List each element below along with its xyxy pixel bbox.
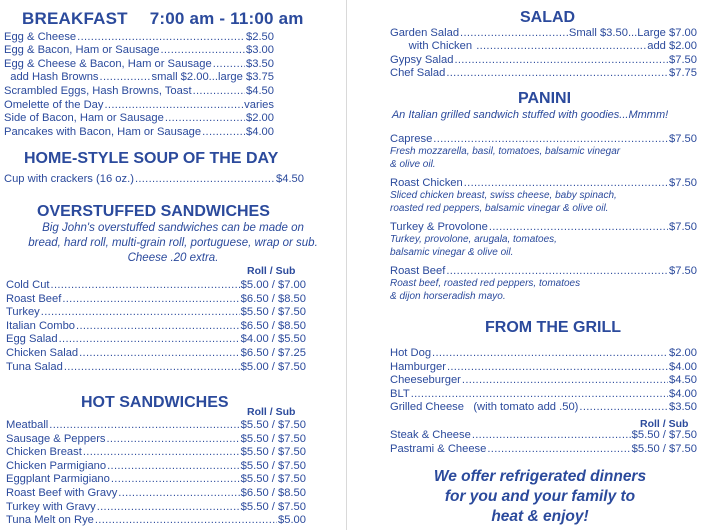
- menu-item-price: $5.50 / $7.50: [240, 432, 306, 445]
- menu-item: [390, 388, 697, 401]
- menu-item: [4, 173, 304, 186]
- left-column: [0, 0, 346, 530]
- menu-item-name: Meatball: [6, 419, 49, 431]
- menu-item-price: $4.50: [246, 84, 274, 97]
- dot-leader: [135, 173, 275, 186]
- menu-item: [6, 419, 306, 432]
- menu-item-price: $5.00 / $7.50: [240, 360, 306, 373]
- menu-item-name: Chicken Salad: [6, 347, 79, 359]
- dot-leader: [454, 54, 668, 67]
- dot-leader: [62, 293, 239, 306]
- menu-item: [390, 361, 697, 374]
- menu-item-name: Turkey: [6, 306, 40, 319]
- menu-item: [390, 347, 697, 360]
- menu-item: [6, 433, 306, 446]
- dot-leader: [462, 374, 668, 387]
- dot-leader: [105, 99, 244, 112]
- dot-leader: [100, 71, 151, 84]
- menu-item-price: $2.50: [246, 30, 274, 43]
- menu-item-name: Cheeseburger: [390, 374, 461, 387]
- menu-item-name: Chicken Breast: [6, 446, 82, 459]
- menu-item-name: Steak & Cheese: [390, 429, 471, 441]
- menu-item: [6, 279, 306, 292]
- menu-item-price: $4.50: [276, 173, 304, 185]
- menu-item-price: $6.50 / $8.50: [240, 292, 306, 305]
- menu-item-description: Sliced chicken breast, swiss cheese, baby spinach, roasted red peppers, balsamic vinegar & olive oil.: [390, 190, 617, 214]
- menu-item-name: Egg & Cheese: [4, 30, 77, 43]
- menu-item-price: $5.00 / $7.00: [240, 279, 306, 291]
- menu-item: [6, 460, 306, 473]
- menu-item-price: $7.75: [669, 67, 697, 80]
- dot-leader: [464, 177, 668, 190]
- menu-item: [6, 361, 306, 374]
- menu-item-price: $6.50 / $8.50: [240, 319, 306, 332]
- dot-leader: [202, 126, 245, 139]
- dot-leader: [107, 433, 240, 446]
- dot-leader: [64, 361, 240, 374]
- menu-item: [390, 40, 697, 53]
- menu-item: [6, 293, 306, 306]
- menu-item-name: Garden Salad: [390, 26, 460, 39]
- menu-item: [4, 99, 274, 112]
- menu-item: [390, 27, 697, 40]
- menu-item: [6, 501, 306, 514]
- menu-item-name: Chef Salad: [390, 67, 446, 80]
- dot-leader: [447, 361, 668, 374]
- menu-item-price: $2.00: [669, 347, 697, 359]
- menu-item-name: Roast Beef: [390, 265, 446, 277]
- menu-item-name: Hamburger: [390, 360, 446, 373]
- dot-leader: [446, 265, 668, 278]
- menu-item-name: Scrambled Eggs, Hash Browns, Toast: [4, 84, 192, 97]
- menu-item: [390, 54, 697, 67]
- menu-item-description: Roast beef, roasted red peppers, tomatoes & dijon horseradish mayo.: [390, 278, 581, 302]
- menu-item: [4, 44, 274, 57]
- menu-item-name: Egg Salad: [6, 333, 58, 346]
- menu-item-name: add Hash Browns: [4, 71, 99, 84]
- menu-item-price: $6.50 / $7.25: [240, 347, 306, 359]
- menu-item-name: Grilled Cheese (with tomato add .50): [390, 401, 579, 414]
- dot-leader: [95, 514, 277, 527]
- menu-item-name: Chicken Parmigiano: [6, 459, 107, 472]
- menu-item: [4, 85, 274, 98]
- sandwiches-subtitle: Big John's overstuffed sandwiches can be made on bread, hard roll, multi-grain roll, portuguese, wrap or sub. Cheese .20 extra.: [28, 222, 318, 264]
- menu-item-name: Sausage & Peppers: [6, 432, 106, 445]
- right-column: [350, 0, 702, 530]
- menu-item-name: Roast Beef: [6, 292, 62, 305]
- dot-leader: [213, 58, 245, 71]
- menu-item-price: $7.50: [669, 133, 697, 145]
- dot-leader: [193, 85, 245, 98]
- menu-item-price: $5.50 / $7.50: [631, 442, 697, 455]
- menu-item: [6, 487, 306, 500]
- promo-message: We offer refrigerated dinners for you and your family to heat & enjoy!: [433, 468, 647, 525]
- menu-item-name: Tuna Melt on Rye: [6, 514, 94, 527]
- menu-item-price: $7.50: [669, 265, 697, 277]
- dot-leader: [165, 112, 245, 125]
- menu-item-price: $7.50: [669, 53, 697, 66]
- column-divider: [346, 0, 347, 530]
- grill-heading: FROM THE GRILL: [485, 319, 621, 336]
- dot-leader: [97, 501, 240, 514]
- dot-leader: [51, 279, 240, 292]
- menu-item-price: $7.50: [669, 221, 697, 233]
- menu-item: [6, 446, 306, 459]
- menu-item: [390, 443, 697, 456]
- dot-leader: [76, 320, 240, 333]
- menu-item-price: $4.00: [669, 360, 697, 373]
- menu-item-price: $5.50 / $7.50: [240, 306, 306, 319]
- menu-item: [390, 374, 697, 387]
- soup-heading: HOME-STYLE SOUP OF THE DAY: [24, 150, 279, 167]
- dot-leader: [489, 221, 668, 234]
- menu-item: [390, 429, 697, 442]
- panini-subtitle: An Italian grilled sandwich stuffed with goodies...Mmmm!: [391, 109, 669, 121]
- menu-item: [4, 58, 274, 71]
- menu-item-price: $5.50 / $7.50: [240, 446, 306, 459]
- menu-item-price: $2.00: [246, 112, 274, 125]
- dot-leader: [433, 133, 668, 146]
- menu-item-price: $4.00: [246, 125, 274, 138]
- hot-roll-sub-label: Roll / Sub: [247, 406, 296, 418]
- panini-heading: PANINI: [518, 90, 572, 107]
- menu-item: [6, 333, 306, 346]
- menu-item-price: $7.50: [669, 177, 697, 189]
- dot-leader: [432, 347, 668, 360]
- menu-item-price: Small $3.50...Large $7.00: [568, 26, 697, 39]
- dot-leader: [77, 31, 245, 44]
- menu-item-price: $5.50 / $7.50: [240, 500, 306, 513]
- menu-item-name: Italian Combo: [6, 319, 76, 332]
- menu-item-name: with Chicken: [390, 40, 476, 53]
- breakfast-heading: BREAKFAST 7:00 am - 11:00 am: [22, 9, 304, 28]
- menu-item-name: Tuna Salad: [6, 360, 63, 373]
- dot-leader: [83, 446, 240, 459]
- dot-leader: [41, 306, 240, 319]
- menu-item-price: varies: [244, 98, 274, 111]
- dot-leader: [118, 487, 239, 500]
- salad-heading: SALAD: [520, 9, 576, 26]
- menu-item: [390, 265, 697, 278]
- dot-leader: [476, 40, 646, 53]
- dot-leader: [111, 473, 240, 486]
- menu-item: [4, 112, 274, 125]
- menu-item-name: Omelette of the Day: [4, 98, 104, 111]
- dot-leader: [107, 460, 240, 473]
- menu-item-price: small $2.00...large $3.75: [151, 71, 274, 84]
- menu-item-name: Roast Chicken: [390, 177, 463, 189]
- menu-item: [6, 514, 306, 527]
- menu-item-description: Fresh mozzarella, basil, tomatoes, balsamic vinegar & olive oil.: [390, 146, 621, 170]
- menu-item-name: Cup with crackers (16 oz.): [4, 173, 134, 185]
- menu-item: [4, 71, 274, 84]
- menu-item: [6, 473, 306, 486]
- sandwiches-heading: OVERSTUFFED SANDWICHES: [37, 203, 270, 220]
- menu-item-price: $5.50 / $7.50: [240, 459, 306, 472]
- grill-roll-sub-label: Roll / Sub: [640, 418, 689, 430]
- menu-item-description: Turkey, provolone, arugala, tomatoes, balsamic vinegar & olive oil.: [390, 234, 557, 258]
- dot-leader: [411, 388, 668, 401]
- dot-leader: [487, 443, 630, 456]
- menu-item-price: $5.50 / $7.50: [240, 419, 306, 431]
- hot-sandwiches-heading: HOT SANDWICHES: [81, 394, 229, 411]
- menu-item-price: $6.50 / $8.50: [240, 487, 306, 499]
- menu-item-price: add $2.00: [647, 40, 697, 53]
- menu-item: [390, 401, 697, 414]
- dot-leader: [59, 333, 240, 346]
- menu-item-price: $3.50: [246, 57, 274, 70]
- menu-item-name: Turkey & Provolone: [390, 221, 488, 233]
- menu-item: [390, 177, 697, 190]
- menu-item: [390, 133, 697, 146]
- menu-item-price: $4.00 / $5.50: [240, 333, 306, 346]
- menu-item-price: $4.00: [669, 387, 697, 400]
- menu-item-name: Roast Beef with Gravy: [6, 487, 118, 499]
- menu-item-name: Pancakes with Bacon, Ham or Sausage: [4, 125, 202, 138]
- dot-leader: [446, 67, 668, 80]
- menu-item: [4, 126, 274, 139]
- menu-item-name: Egg & Bacon, Ham or Sausage: [4, 44, 160, 57]
- menu-item-price: $5.50 / $7.50: [240, 473, 306, 486]
- menu-item-name: Gypsy Salad: [390, 53, 454, 66]
- menu-item-price: $3.00: [246, 44, 274, 57]
- menu-item-name: Eggplant Parmigiano: [6, 473, 110, 486]
- menu-item: [6, 347, 306, 360]
- menu-item-name: Hot Dog: [390, 347, 432, 359]
- dot-leader: [472, 429, 631, 442]
- menu-item-price: $5.50 / $7.50: [631, 429, 697, 441]
- menu-item-price: $4.50: [669, 374, 697, 387]
- menu-item: [4, 31, 274, 44]
- menu-item: [6, 306, 306, 319]
- menu-item-name: Egg & Cheese & Bacon, Ham or Sausage: [4, 57, 212, 70]
- dot-leader: [160, 44, 245, 57]
- menu-item-name: Cold Cut: [6, 279, 50, 291]
- menu-item: [6, 320, 306, 333]
- dot-leader: [49, 419, 239, 432]
- menu-item-price: $3.50: [669, 401, 697, 414]
- menu-item-name: Turkey with Gravy: [6, 500, 96, 513]
- dot-leader: [460, 27, 568, 40]
- menu-item-name: BLT: [390, 387, 410, 400]
- sandwiches-roll-sub-label: Roll / Sub: [247, 265, 296, 277]
- dot-leader: [79, 347, 240, 360]
- menu-item-name: Caprese: [390, 133, 433, 145]
- menu-item-name: Side of Bacon, Ham or Sausage: [4, 112, 164, 125]
- menu-item: [390, 221, 697, 234]
- menu-item: [390, 67, 697, 80]
- menu-item-price: $5.00: [278, 514, 306, 527]
- dot-leader: [579, 401, 668, 414]
- menu-item-name: Pastrami & Cheese: [390, 442, 487, 455]
